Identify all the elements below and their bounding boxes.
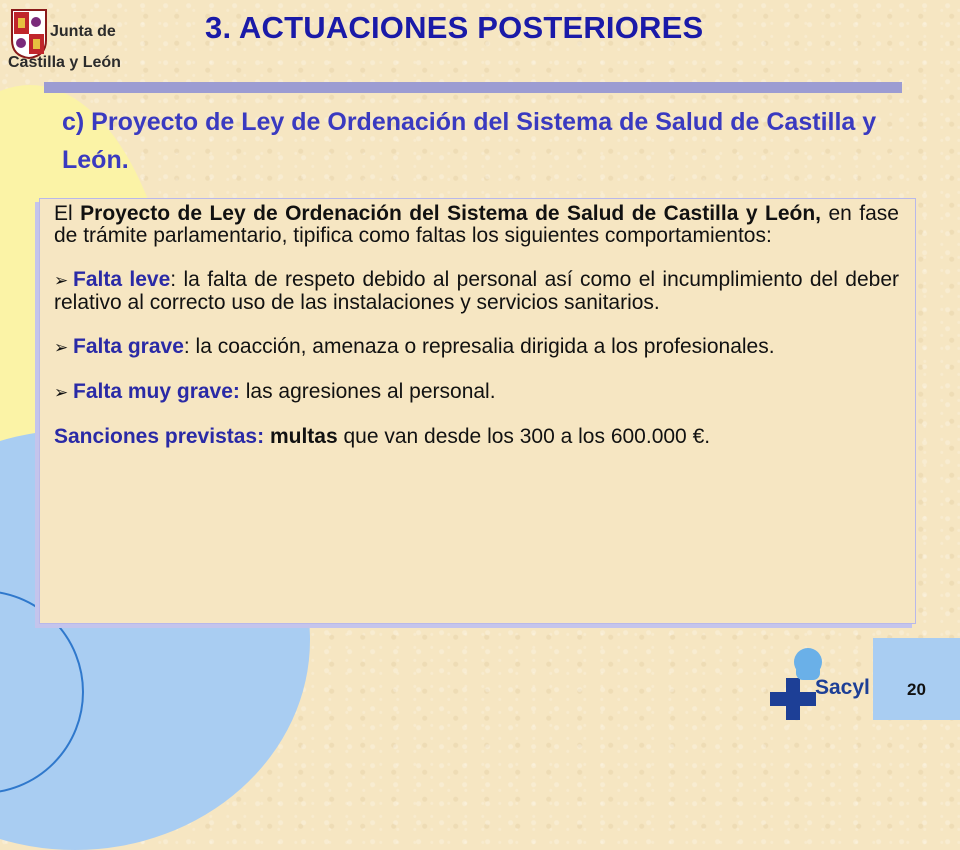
item-text: : la coacción, amenaza o represalia dirigida a los profesionales. — [183, 335, 775, 358]
list-item — [54, 336, 899, 359]
item-label: Falta muy grave: — [73, 380, 240, 403]
arrow-bullet-icon: ➢ — [54, 338, 69, 357]
junta-castilla-leon-logo — [6, 6, 126, 70]
page-number-box — [873, 638, 960, 720]
intro-bold-text: Proyecto de Ley de Ordenación del Sistema de Salud de Castilla y León, — [80, 202, 821, 225]
sanciones-text: que van desde los 300 a los 600.000 €. — [337, 425, 711, 448]
item-label: Falta leve — [73, 268, 171, 291]
sacyl-logo-text: Sacyl — [815, 676, 870, 699]
logo-text-line1: Junta de — [50, 23, 116, 40]
intro-paragraph — [54, 203, 899, 247]
logo-text-line2: Castilla y León — [8, 54, 121, 71]
page-title: 3. ACTUACIONES POSTERIORES — [205, 10, 704, 45]
arrow-bullet-icon: ➢ — [54, 383, 69, 402]
sanciones-bold: multas — [269, 425, 338, 448]
list-item — [54, 381, 899, 404]
content-panel — [39, 198, 916, 624]
content-body — [54, 203, 899, 448]
intro-post-text: en fase de trámite parlamentario, tipifica como faltas los siguientes comportamientos: — [54, 202, 899, 247]
section-subtitle: c) Proyecto de Ley de Ordenación del Sistema de Salud de Castilla y León. — [62, 108, 877, 174]
sanciones-paragraph — [54, 426, 899, 448]
item-label: Falta grave — [73, 335, 184, 358]
item-text: las agresiones al personal. — [239, 380, 496, 403]
title-underline-bar — [44, 82, 902, 93]
arrow-bullet-icon: ➢ — [54, 271, 69, 290]
item-text: : la falta de respeto debido al personal así como el incumplimiento del deber relativo al correcto uso de las instalaciones y servicios sanitarios. — [54, 268, 899, 314]
sanciones-label: Sanciones previstas: — [54, 425, 265, 448]
list-item — [54, 269, 899, 314]
intro-pre-text: El — [54, 202, 81, 225]
coat-of-arms-icon — [10, 8, 48, 60]
page-number: 20 — [907, 680, 926, 699]
